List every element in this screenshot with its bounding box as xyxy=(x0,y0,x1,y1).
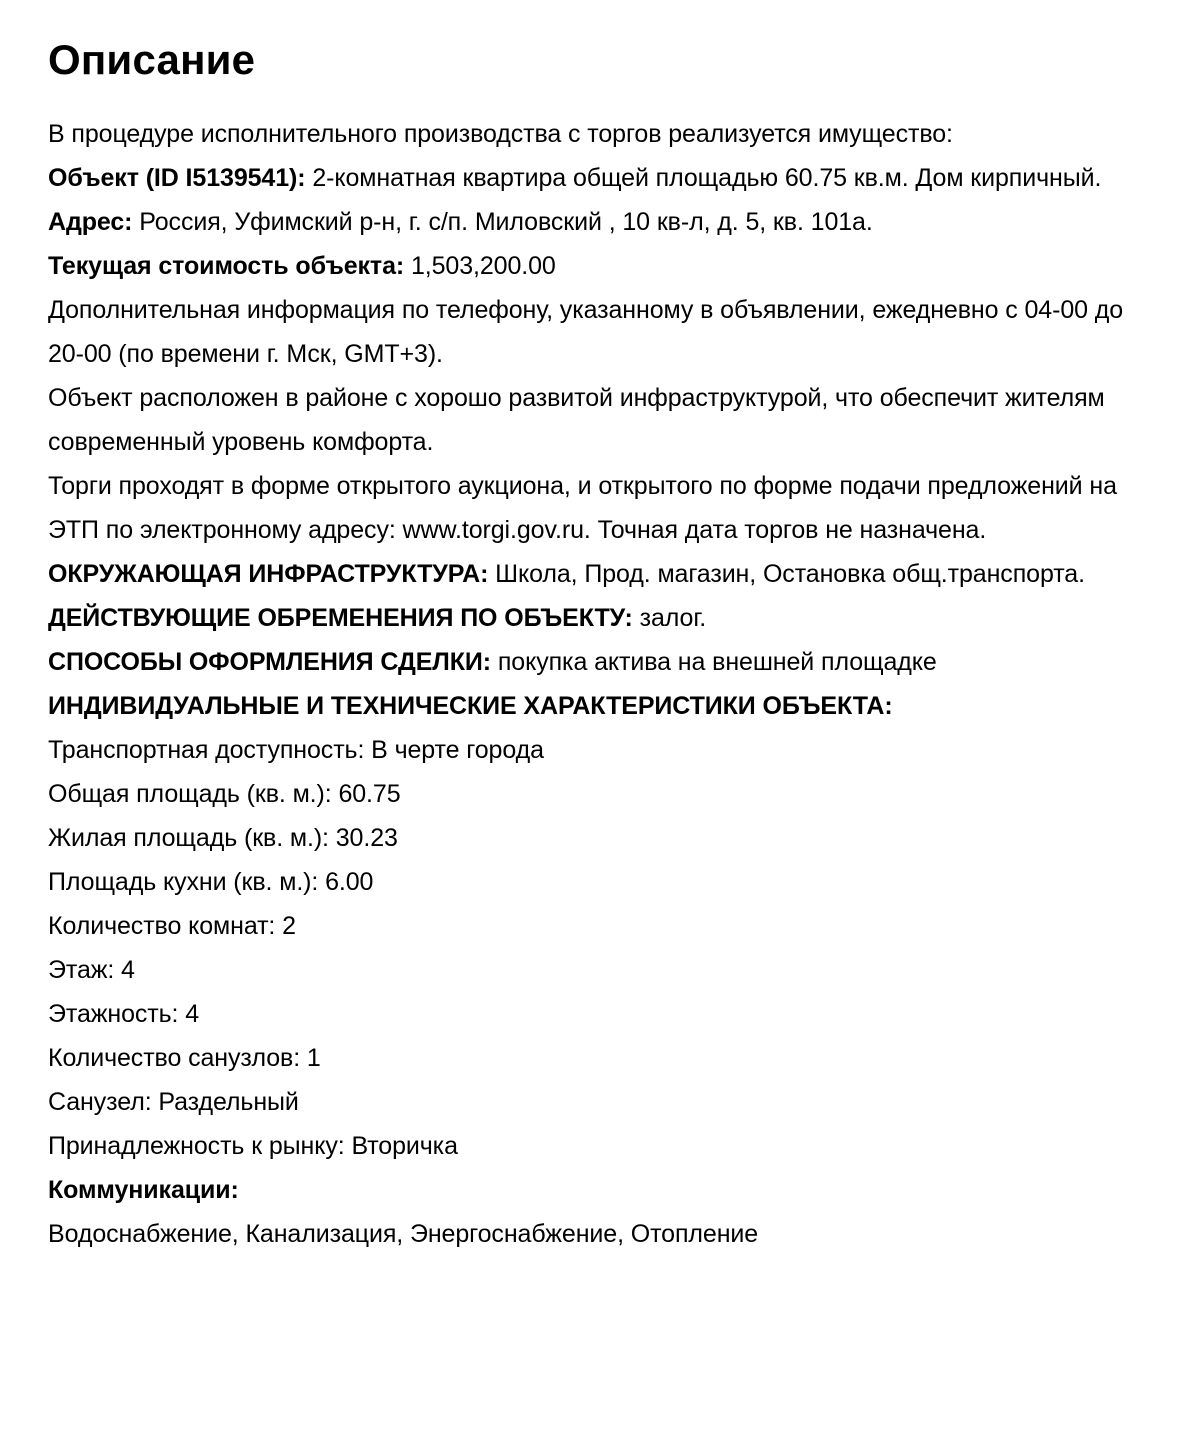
deal-methods-label: СПОСОБЫ ОФОРМЛЕНИЯ СДЕЛКИ: xyxy=(48,648,491,676)
price-line xyxy=(48,244,1152,288)
location-info-text: Объект расположен в районе с хорошо развитой инфраструктурой, что обеспечит жителям современный уровень комфорта. xyxy=(48,384,1105,456)
address-line xyxy=(48,200,1152,244)
page-title: Описание xyxy=(48,36,256,83)
object-value: 2-комнатная квартира общей площадью 60.75 кв.м. Дом кирпичный. xyxy=(312,164,1102,192)
price-value: 1,503,200.00 xyxy=(410,252,556,280)
contact-info-text: Дополнительная информация по телефону, указанному в объявлении, ежедневно с 04-00 до 20-00 (по времени г. Мск, GMT+3). xyxy=(48,296,1124,368)
characteristic-item: Этаж: 4 xyxy=(48,956,135,984)
object-label: Объект (ID I5139541): xyxy=(48,164,306,192)
address-value: Россия, Уфимский р-н, г. с/п. Миловский , 10 кв-л, д. 5, кв. 101а. xyxy=(139,208,873,236)
auction-info-text: Торги проходят в форме открытого аукциона, и открытого по форме подачи предложений на ЭТП по электронному адресу: www.torgi.gov.ru. Точная дата торгов не назначена. xyxy=(48,472,1117,544)
communications-value: Водоснабжение, Канализация, Энергоснабжение, Отопление xyxy=(48,1220,759,1248)
encumbrances-label: ДЕЙСТВУЮЩИЕ ОБРЕМЕНЕНИЯ ПО ОБЪЕКТУ: xyxy=(48,604,633,632)
characteristic-item: Площадь кухни (кв. м.): 6.00 xyxy=(48,868,374,896)
deal-methods-line xyxy=(48,640,1152,684)
characteristic-item: Принадлежность к рынку: Вторичка xyxy=(48,1132,458,1160)
characteristic-item: Количество санузлов: 1 xyxy=(48,1044,321,1072)
characteristic-item: Этажность: 4 xyxy=(48,1000,200,1028)
infrastructure-value: Школа, Прод. магазин, Остановка общ.транспорта. xyxy=(495,560,1085,588)
characteristics-header: ИНДИВИДУАЛЬНЫЕ И ТЕХНИЧЕСКИЕ ХАРАКТЕРИСТИКИ ОБЪЕКТА: xyxy=(48,692,893,720)
deal-methods-value: покупка актива на внешней площадке xyxy=(497,648,937,676)
characteristic-item: Транспортная доступность: В черте города xyxy=(48,736,544,764)
communications-label: Коммуникации: xyxy=(48,1176,239,1204)
characteristic-item: Количество комнат: 2 xyxy=(48,912,296,940)
characteristic-item: Жилая площадь (кв. м.): 30.23 xyxy=(48,824,398,852)
characteristic-item: Санузел: Раздельный xyxy=(48,1088,299,1116)
encumbrances-line xyxy=(48,596,1152,640)
price-label: Текущая стоимость объекта: xyxy=(48,252,405,280)
characteristic-item: Общая площадь (кв. м.): 60.75 xyxy=(48,780,401,808)
infrastructure-label: ОКРУЖАЮЩАЯ ИНФРАСТРУКТУРА: xyxy=(48,560,489,588)
object-line xyxy=(48,156,1152,200)
address-label: Адрес: xyxy=(48,208,133,236)
intro-text: В процедуре исполнительного производства с торгов реализуется имущество: xyxy=(48,120,953,148)
description-body xyxy=(48,112,1152,1256)
encumbrances-value: залог. xyxy=(639,604,707,632)
infrastructure-line xyxy=(48,552,1152,596)
